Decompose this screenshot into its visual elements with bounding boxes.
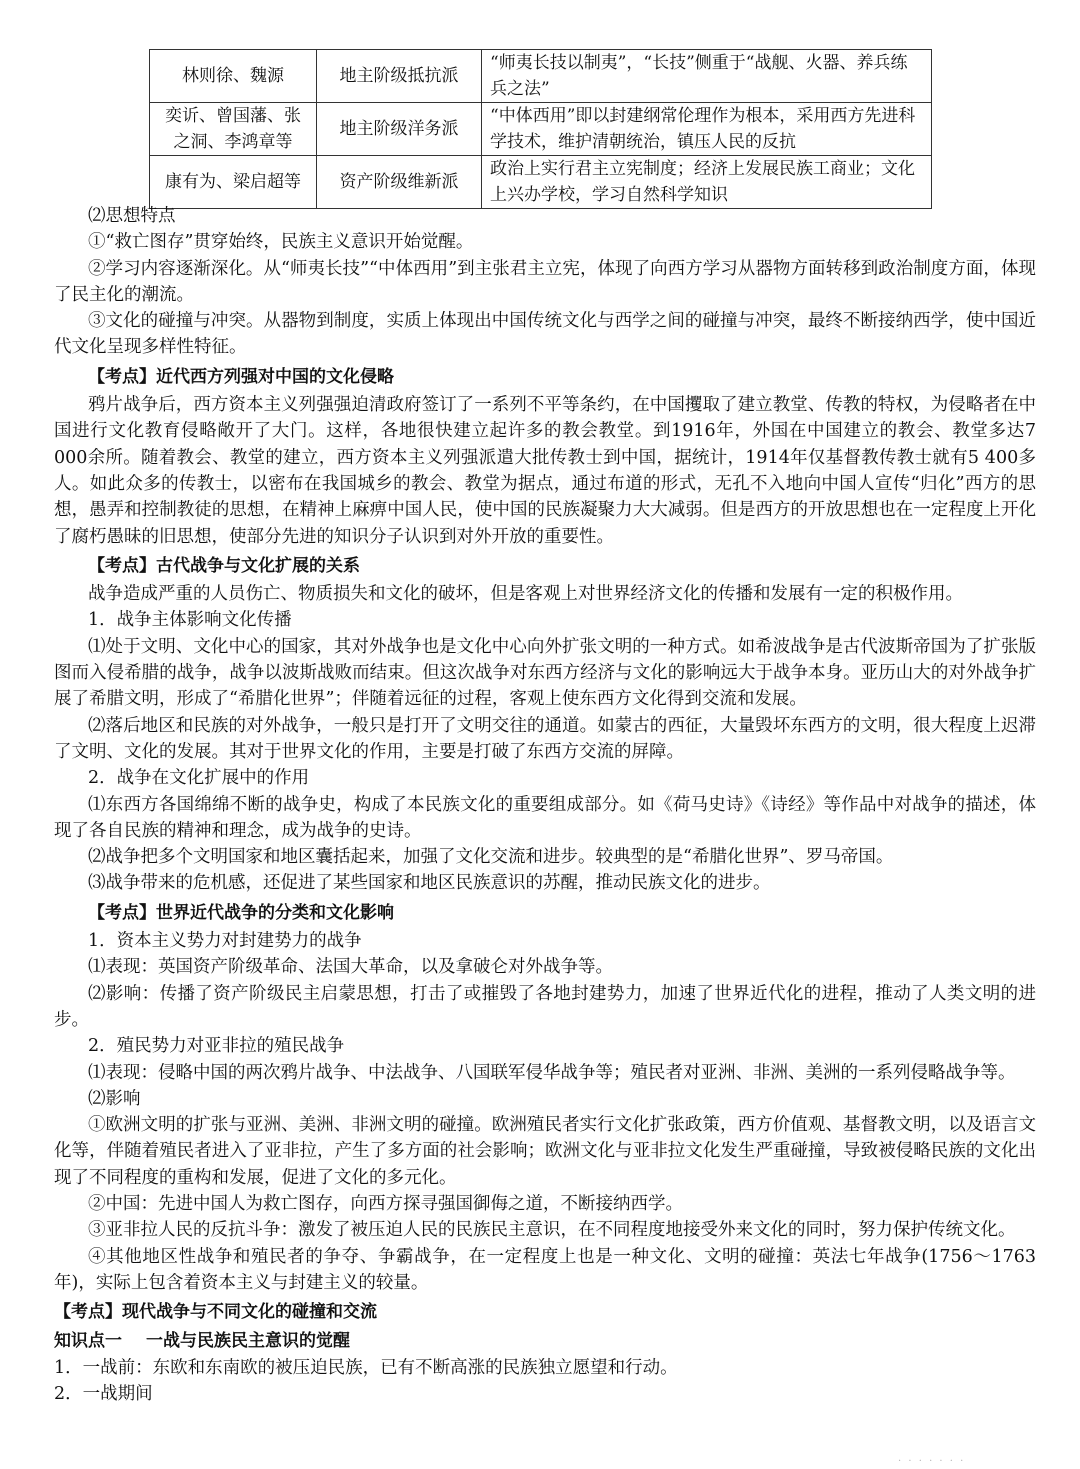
- paragraph: ②学习内容逐渐深化。从“师夷长技”“中体西用”到主张君主立宪，体现了向西方学习从器物方面转移到政治制度方面，体现了民主化的潮流。: [54, 258, 1036, 305]
- paragraph: ⑵战争把多个文明国家和地区囊括起来，加强了文化交流和进步。较典型的是“希腊化世界”、罗马帝国。: [88, 847, 894, 868]
- subsection-title: 2．殖民势力对亚非拉的殖民战争: [88, 1036, 345, 1057]
- paragraph: ⑶战争带来的危机感，还促进了某些国家和地区民族意识的苏醒，推动民族文化的进步。: [88, 873, 771, 894]
- table-row: [150, 156, 932, 209]
- paragraph: 鸦片战争后，西方资本主义列强强迫清政府签订了一系列不平等条约，在中国攫取了建立教堂、传教的特权，为侵略者在中国进行文化教育侵略敞开了大门。这样，各地很快建立起许多的教会教堂。到1916年，外国在中国建立的教会、教堂多达7 000余所。随着教会、教堂的建立，西方资本主义列强派遣大批传教士到中国，据统计，1914年仅基督教传教士就有5 400多人。如此众多的传教士，以密布在我国城乡的教会、教堂为据点，通过布道的形式，无孔不入地向中国人宣传“归化”西方的思想，愚弄和控制教徒的思想，在精神上麻痹中国人民，使中国的民族凝聚力大大减弱。但是西方的开放思想也在一定程度上开化了腐朽愚昧的旧思想，使部分先进的知识分子认识到对外开放的重要性。: [54, 395, 1036, 547]
- document-body: [54, 203, 1036, 1407]
- paragraph: ①“救亡图存”贯穿始终，民族主义意识开始觉醒。: [88, 232, 474, 253]
- table-row: [150, 50, 932, 103]
- paragraph: ⑴处于文明、文化中心的国家，其对外战争也是文化中心向外扩张文明的一种方式。如希波战争是古代波斯帝国为了扩张版图而入侵希腊的战争，战争以波斯战败而结束。但这次战争对东西方经济与文化的影响远大于战争本身。亚历山大的对外战争扩展了希腊文明，形成了“希腊化世界”；伴随着远征的过程，客观上使东西方文化得到交流和发展。: [54, 636, 1036, 710]
- table-cell-school: 地主阶级抵抗派: [317, 50, 482, 103]
- table-cell-people: 奕䜣、曾国藩、张之洞、李鸿章等: [150, 103, 317, 156]
- subsection-title: 1．资本主义势力对封建势力的战争: [88, 931, 362, 952]
- paragraph: ⑴表现：侵略中国的两次鸦片战争、中法战争、八国联军侵华战争等；殖民者对亚洲、非洲、美洲的一系列侵略战争等。: [88, 1062, 1016, 1083]
- paragraph: ⑴东西方各国绵绵不断的战争史，构成了本民族文化的重要组成部分。如《荷马史诗》《诗经》等作品中对战争的描述，体现了各自民族的精神和理念，成为战争的史诗。: [54, 794, 1036, 841]
- subsection-title: 2．战争在文化扩展中的作用: [88, 768, 310, 789]
- table-cell-people: 林则徐、魏源: [150, 50, 317, 103]
- paragraph: ③亚非拉人民的反抗斗争：激发了被压迫人民的民族民主意识，在不同程度地接受外来文化的同时，努力保护传统文化。: [88, 1220, 1016, 1241]
- knowledge-point-label: 知识点一: [54, 1331, 122, 1352]
- paragraph: ⑵影响: [88, 1088, 141, 1109]
- thought-schools-table: [149, 49, 932, 209]
- paragraph: ⑵落后地区和民族的对外战争，一般只是打开了文明交往的通道。如蒙古的西征，大量毁坏东西方的文明，很大程度上迟滞了文明、文化的发展。其对于世界文化的作用，主要是打破了东西方交流的屏障。: [54, 715, 1036, 762]
- section-heading-ancient-war: 【考点】古代战争与文化扩展的关系: [88, 555, 360, 576]
- section-heading-modern-war: 【考点】世界近代战争的分类和文化影响: [88, 902, 394, 923]
- table-cell-view: “中体西用”即以封建纲常伦理作为根本，采用西方先进科学技术，维护清朝统治，镇压人民的反抗: [482, 103, 932, 156]
- paragraph: ③文化的碰撞与冲突。从器物到制度，实质上体现出中国传统文化与西学之间的碰撞与冲突，最终不断接纳西学，使中国近代文化呈现多样性特征。: [54, 311, 1036, 358]
- table-cell-view: 政治上实行君主立宪制度；经济上发展民族工商业；文化上兴办学校，学习自然科学知识: [482, 156, 932, 209]
- list-item: 1．一战前：东欧和东南欧的被压迫民族，已有不断高涨的民族独立愿望和行动。: [54, 1357, 678, 1378]
- faint-watermark: · · · · · · ·: [898, 1456, 966, 1466]
- knowledge-point-heading: [54, 1328, 1036, 1354]
- paragraph: ⑵影响：传播了资产阶级民主启蒙思想，打击了或摧毁了各地封建势力，加速了世界近代化的进程，推动了人类文明的进步。: [54, 983, 1036, 1030]
- paragraph: ①欧洲文明的扩张与亚洲、美洲、非洲文明的碰撞。欧洲殖民者实行文化扩张政策，西方价值观、基督教文明，以及语言文化等，伴随着殖民者进入了亚非拉，产生了多方面的社会影响；欧洲文化与亚非拉文化发生严重碰撞，导致被侵略民族的文化出现了不同程度的重构和发展，促进了文化的多元化。: [54, 1115, 1036, 1188]
- subsection-title: 1．战争主体影响文化传播: [88, 610, 292, 631]
- paragraph: 战争造成严重的人员伤亡、物质损失和文化的破坏，但是客观上对世界经济文化的传播和发展有一定的积极作用。: [88, 584, 963, 605]
- table-cell-school: 资产阶级维新派: [317, 156, 482, 209]
- paragraph: ⑴表现：英国资产阶级革命、法国大革命，以及拿破仑对外战争等。: [88, 957, 613, 978]
- thought-features-title: ⑵思想特点: [88, 206, 176, 226]
- section-heading-cultural-invasion: 【考点】近代西方列强对中国的文化侵略: [88, 366, 394, 387]
- list-item: 2．一战期间: [54, 1384, 153, 1405]
- table-row: [150, 103, 932, 156]
- table-cell-people: 康有为、梁启超等: [150, 156, 317, 209]
- knowledge-point-title: 一战与民族民主意识的觉醒: [146, 1331, 350, 1352]
- table-cell-school: 地主阶级洋务派: [317, 103, 482, 156]
- section-heading-contemporary-war: 【考点】现代战争与不同文化的碰撞和交流: [54, 1302, 377, 1323]
- table-cell-view: “师夷长技以制夷”，“长技”侧重于“战舰、火器、养兵练兵之法”: [482, 50, 932, 103]
- paragraph: ②中国：先进中国人为救亡图存，向西方探寻强国御侮之道，不断接纳西学。: [88, 1193, 683, 1214]
- paragraph: ④其他地区性战争和殖民者的争夺、争霸战争，在一定程度上也是一种文化、文明的碰撞：英法七年战争(1756～1763年)，实际上包含着资本主义与封建主义的较量。: [54, 1246, 1036, 1293]
